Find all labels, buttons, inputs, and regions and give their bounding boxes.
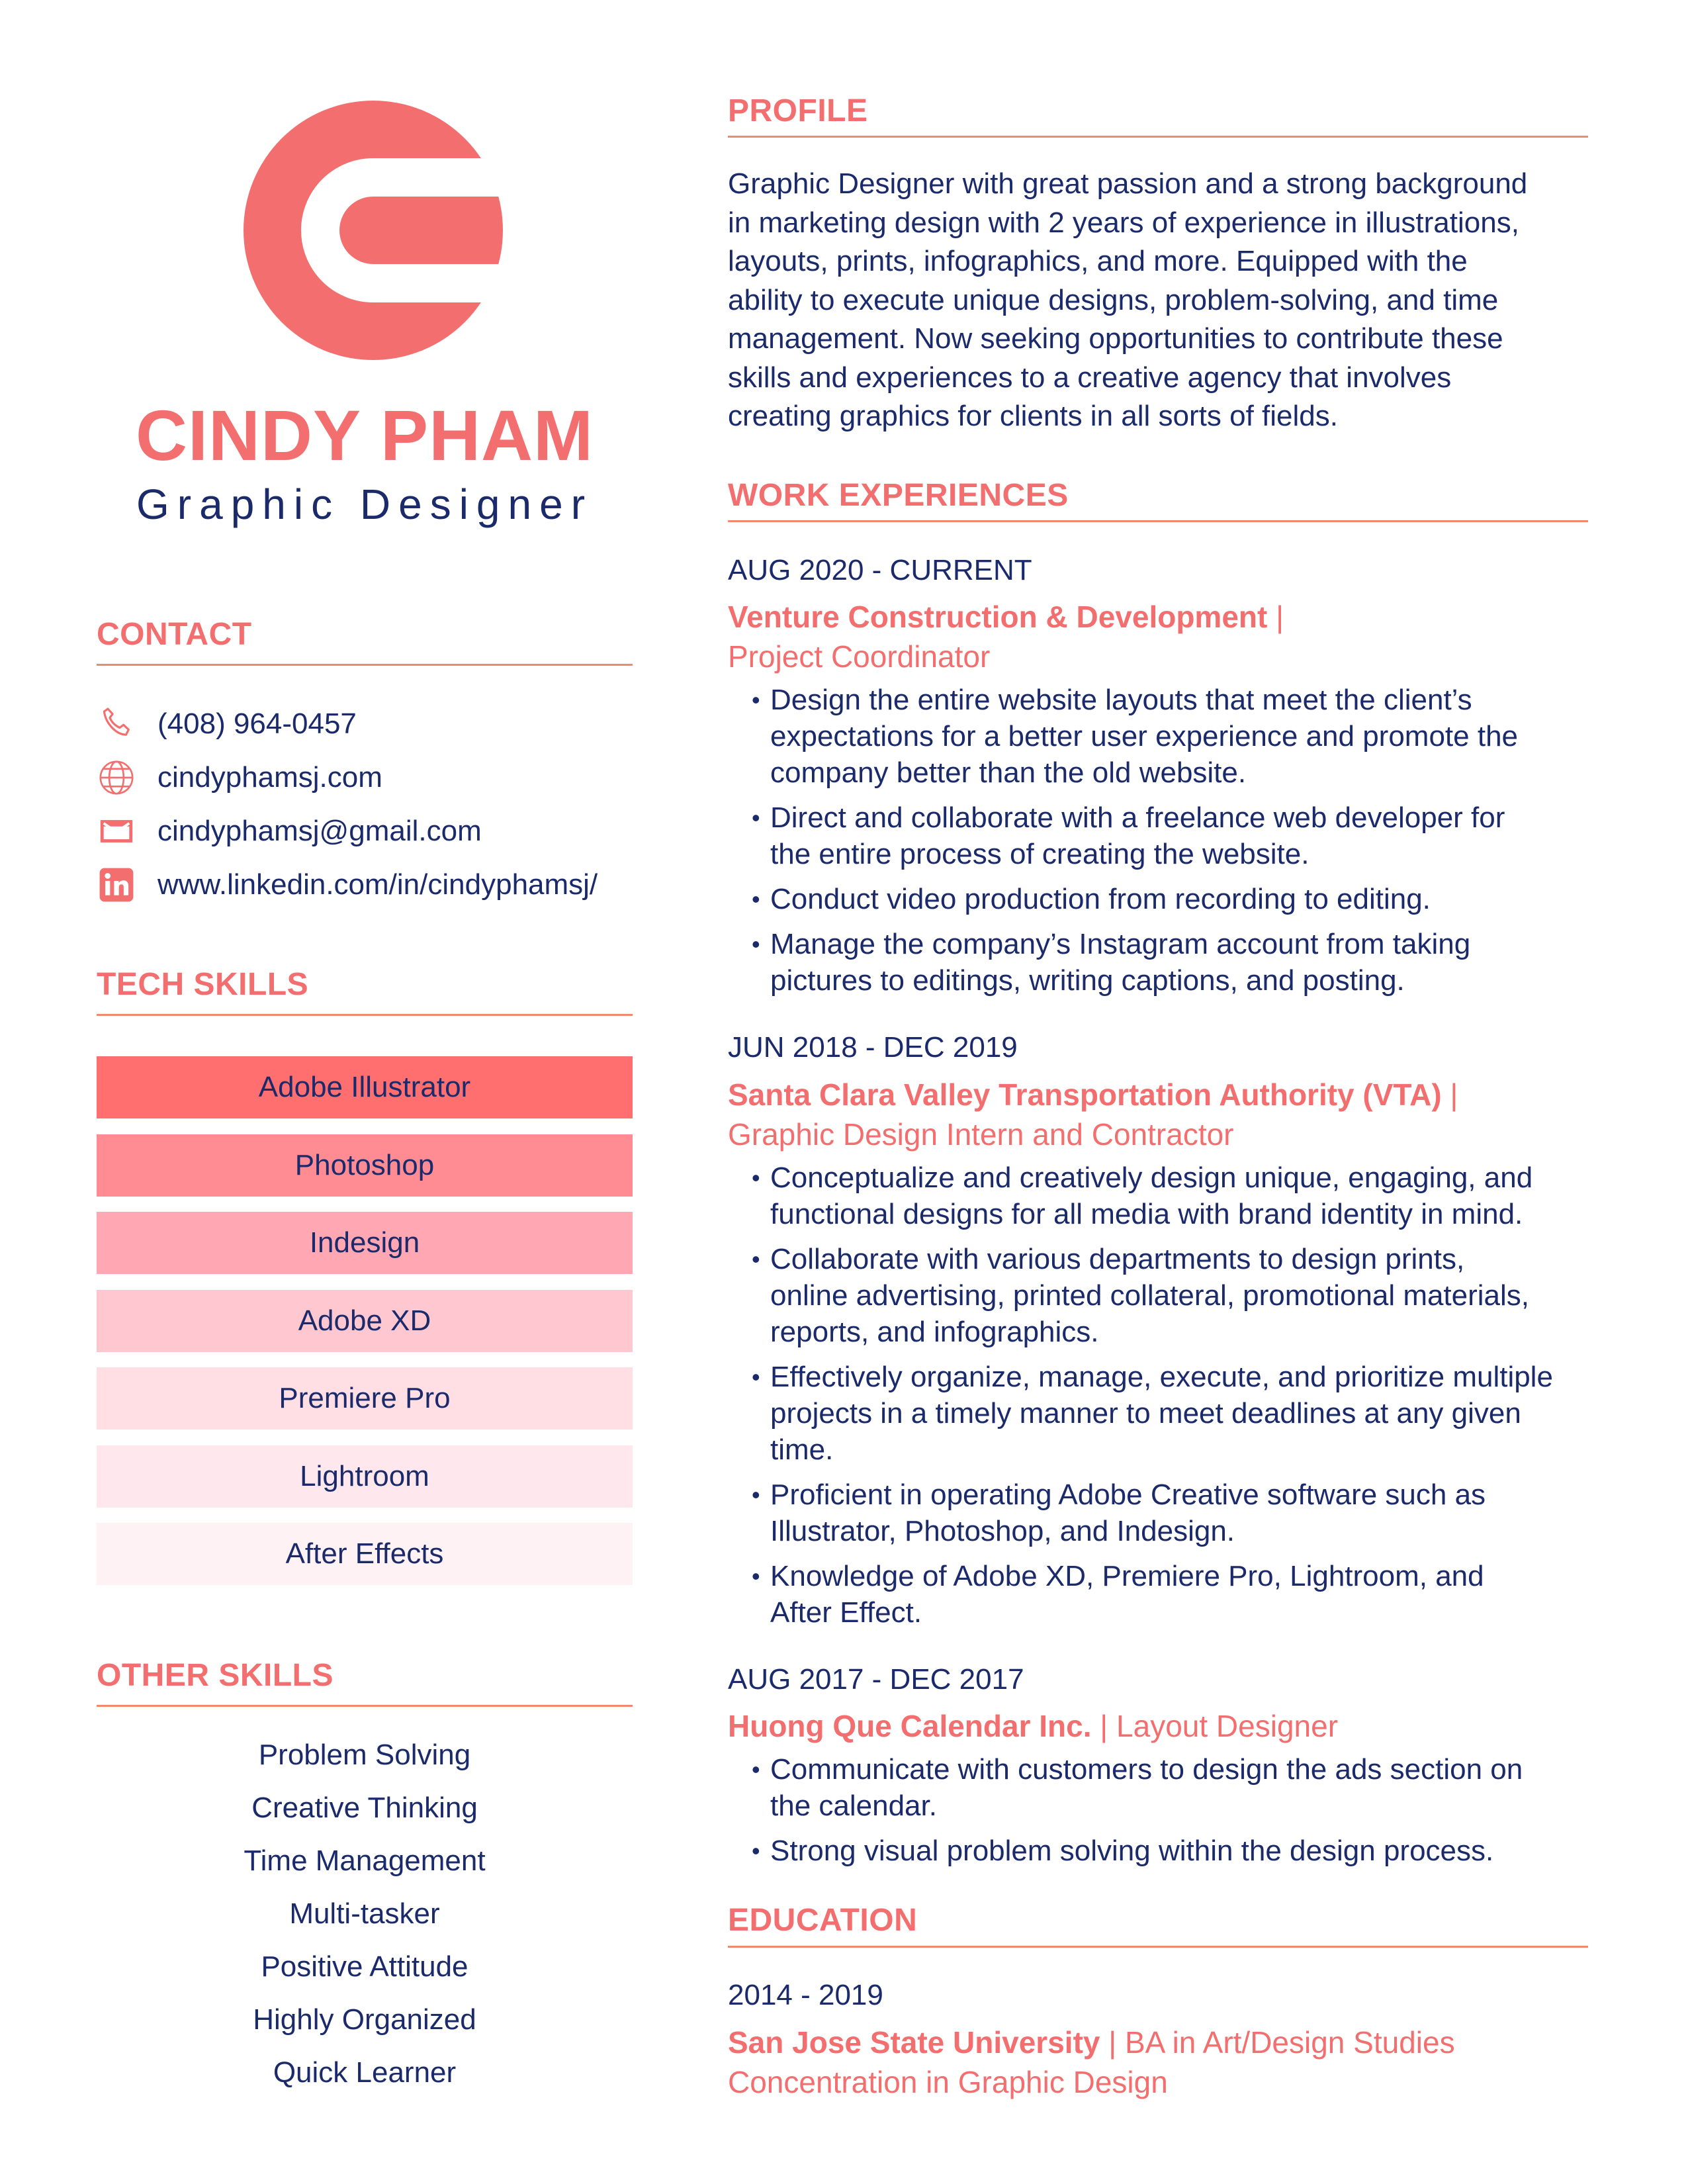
profile-divider [728,136,1588,138]
skill-bar-lightroom: Lightroom [97,1445,633,1508]
skill-bar-adobe-xd: Adobe XD [97,1290,633,1352]
person-role: Graphic Designer [136,480,593,528]
job-company: Santa Clara Valley Transportation Authority (VTA) | Graphic Design Intern and Contractor [728,1077,1458,1152]
other-skill-item: Quick Learner [273,2056,457,2089]
profile-text: Graphic Designer with great passion and a strong background in marketing design with 2 years of experience in illustrations, layouts, prints, infographics, and more. Equipped with the ability to execute unique designs, problem-solving, and time management. Now seeking opportunities to contribute these skills and experiences to a creative agency that involves creating graphics for clients in all sorts of fields. [728,167,1528,432]
list-item: • Strong visual problem solving within the design process. [752,1833,1585,1869]
job-company: Venture Construction & Development | Project Coordinator [728,600,1284,674]
tech-skills-heading: TECH SKILLS [97,967,309,1002]
list-item: • Design the entire website layouts that meet the client’s expectations for a better user experience and promote the company better than the old website. [752,682,1585,791]
list-item: • Collaborate with various departments to design prints, online advertising, printed collateral, promotional materials, reports, and infographics. [752,1241,1585,1350]
work-divider [728,520,1588,522]
person-name: CINDY PHAM [135,395,594,475]
job-company: Huong Que Calendar Inc. | Layout Designer [728,1709,1339,1743]
contact-linkedin-text: www.linkedin.com/in/cindyphamsj/ [157,868,598,901]
job-bullets [752,1160,1585,1631]
other-skill-item: Multi-tasker [289,1897,440,1930]
contact-email[interactable] [97,811,482,851]
profile-heading: PROFILE [728,93,868,128]
list-item: • Proficient in operating Adobe Creative software such as Illustrator, Photoshop, and Indesign. [752,1477,1585,1549]
work-heading: WORK EXPERIENCES [728,478,1069,513]
globe-icon [97,758,136,797]
list-item: • Communicate with customers to design the ads section on the calendar. [752,1751,1585,1824]
contact-email-text: cindyphamsj@gmail.com [157,815,482,847]
linkedin-icon [97,865,136,905]
job-dates: AUG 2017 - DEC 2017 [728,1663,1024,1696]
list-item: • Direct and collaborate with a freelance web developer for the entire process of creating the website. [752,799,1585,872]
list-item: • Conduct video production from recording to editing. [752,881,1585,917]
skill-bar-adobe-illustrator: Adobe Illustrator [97,1056,633,1118]
job-bullets [752,1751,1585,1869]
contact-phone[interactable] [97,704,357,744]
phone-icon [97,704,136,744]
education-dates: 2014 - 2019 [728,1979,883,2011]
list-item: • Manage the company’s Instagram account from taking pictures to editings, writing captions, and posting. [752,926,1585,999]
tech-skills-divider [97,1014,633,1016]
contact-heading: CONTACT [97,617,252,652]
education-heading: EDUCATION [728,1903,918,1938]
other-skills-divider [97,1705,633,1707]
other-skills-heading: OTHER SKILLS [97,1658,334,1693]
other-skill-item: Highly Organized [253,2003,476,2036]
education-divider [728,1946,1588,1948]
logo-icon [241,98,506,363]
list-item: • Knowledge of Adobe XD, Premiere Pro, Lightroom, and After Effect. [752,1558,1585,1631]
other-skill-item: Problem Solving [258,1739,471,1771]
skill-bar-premiere-pro: Premiere Pro [97,1367,633,1430]
other-skill-item: Time Management [244,1844,486,1877]
skill-bar-indesign: Indesign [97,1212,633,1274]
job-dates: AUG 2020 - CURRENT [728,554,1032,586]
skill-bar-after-effects: After Effects [97,1523,633,1585]
mail-icon [97,811,136,851]
job-bullets [752,682,1585,999]
education-school: San Jose State University | BA in Art/Design Studies Concentration in Graphic Design [728,2025,1455,2099]
contact-linkedin[interactable] [97,865,598,905]
list-item: • Conceptualize and creatively design unique, engaging, and functional designs for all media with brand identity in mind. [752,1160,1585,1232]
other-skill-item: Creative Thinking [251,1792,478,1824]
contact-phone-text: (408) 964-0457 [157,707,357,740]
job-dates: JUN 2018 - DEC 2019 [728,1031,1018,1064]
list-item: • Effectively organize, manage, execute, and prioritize multiple projects in a timely manner to meet deadlines at any given time. [752,1359,1585,1468]
contact-divider [97,664,633,666]
other-skill-item: Positive Attitude [261,1950,468,1983]
skill-bar-photoshop: Photoshop [97,1134,633,1197]
contact-website-text: cindyphamsj.com [157,761,382,794]
contact-website[interactable] [97,758,382,797]
